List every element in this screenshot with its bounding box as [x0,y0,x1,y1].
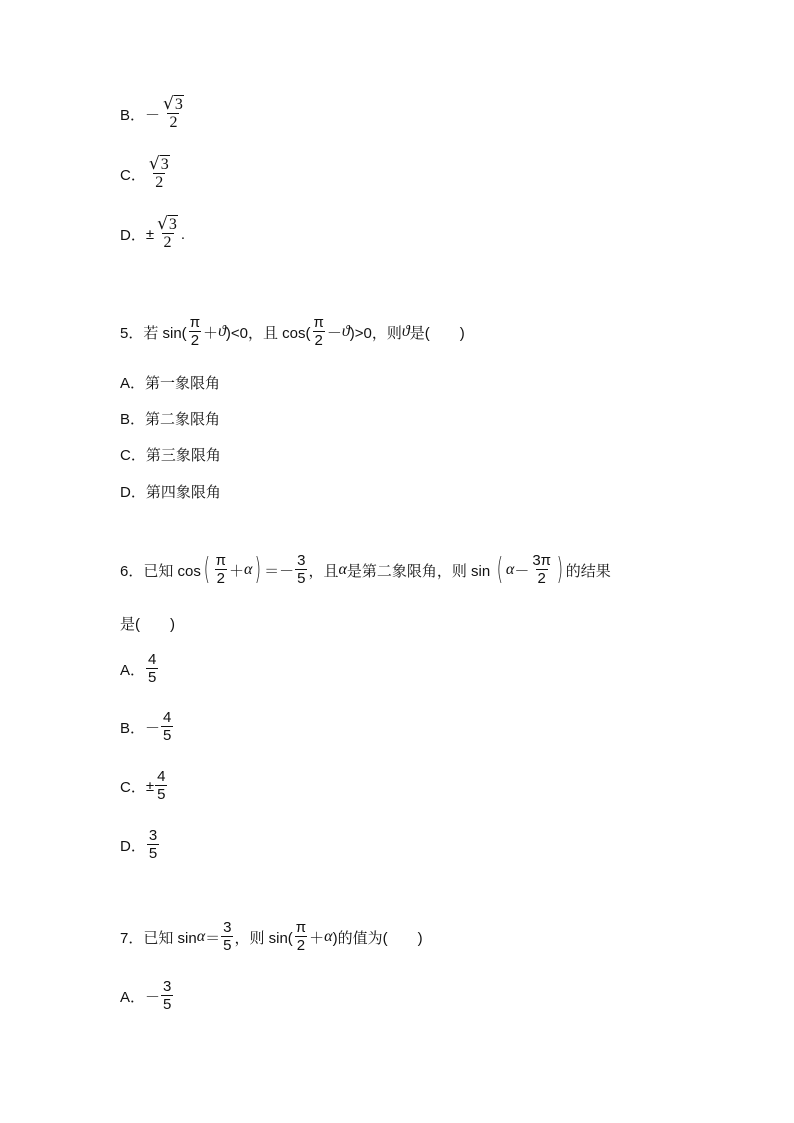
right-paren: ) [254,552,262,587]
fraction: $\frac{4}{5}$ [157,768,166,803]
fraction: π 2 [295,919,307,954]
fraction: 4 5 [163,709,172,744]
q6-option-b: B． － 4 5 [120,709,172,744]
right-paren: ) [556,552,564,587]
fraction: 3 5 [223,919,232,954]
fraction: 4 5 [148,651,157,686]
fraction: 3π 2 [532,552,552,587]
fraction: $\frac{√3}{2}$ [157,214,177,251]
q6-option-c: C． ± $\frac{4}{5}$ [120,768,166,803]
fraction: √3 2 [163,94,183,131]
question-5-stem: 5．若 sin( π 2 ＋ ϑ )<0，且 cos( π 2 － ϑ )>0，则 ϑ 是( ) [120,314,465,349]
left-paren: ( [203,552,210,587]
q4-option-c: C． √3 2 [120,156,173,192]
q5-option-c: C． 第三象限角 [120,447,221,464]
q6-option-d: D． 3 5 [120,827,158,862]
fraction: 3 5 [297,552,306,587]
q5-option-d: D． 第四象限角 [120,484,221,501]
fraction: π 2 [189,314,201,349]
q5-option-b: B． 第二象限角 [120,411,221,428]
fraction: √3 2 [148,154,169,191]
question-7-stem: 7．已知 sin α ＝ 3 5 ，则 sin( π 2 ＋ α )的值为( ) [120,919,423,954]
left-paren: ( [496,552,504,587]
fraction: 3 5 [148,827,158,862]
question-6-stem: 6．已知 cos ( π 2 ＋ α ) ＝－ 3 5 ，且 α 是第二象限角，则 sin ( α － 3π 2 ) 的结果 [120,552,611,587]
fraction: 3 5 [163,978,172,1013]
q4-option-b: B． － √3 2 [120,96,187,132]
question-6-continuation: 是( ) [120,616,175,633]
q7-option-a: A． － 3 5 [120,978,172,1013]
q4-option-d: D． ± $\frac{√3}{2}$ . [120,214,186,251]
q5-option-a: A． 第一象限角 [120,375,221,392]
fraction: π 2 [313,314,324,349]
q6-option-a: A． 4 5 [120,651,157,686]
fraction: π 2 [215,552,226,587]
